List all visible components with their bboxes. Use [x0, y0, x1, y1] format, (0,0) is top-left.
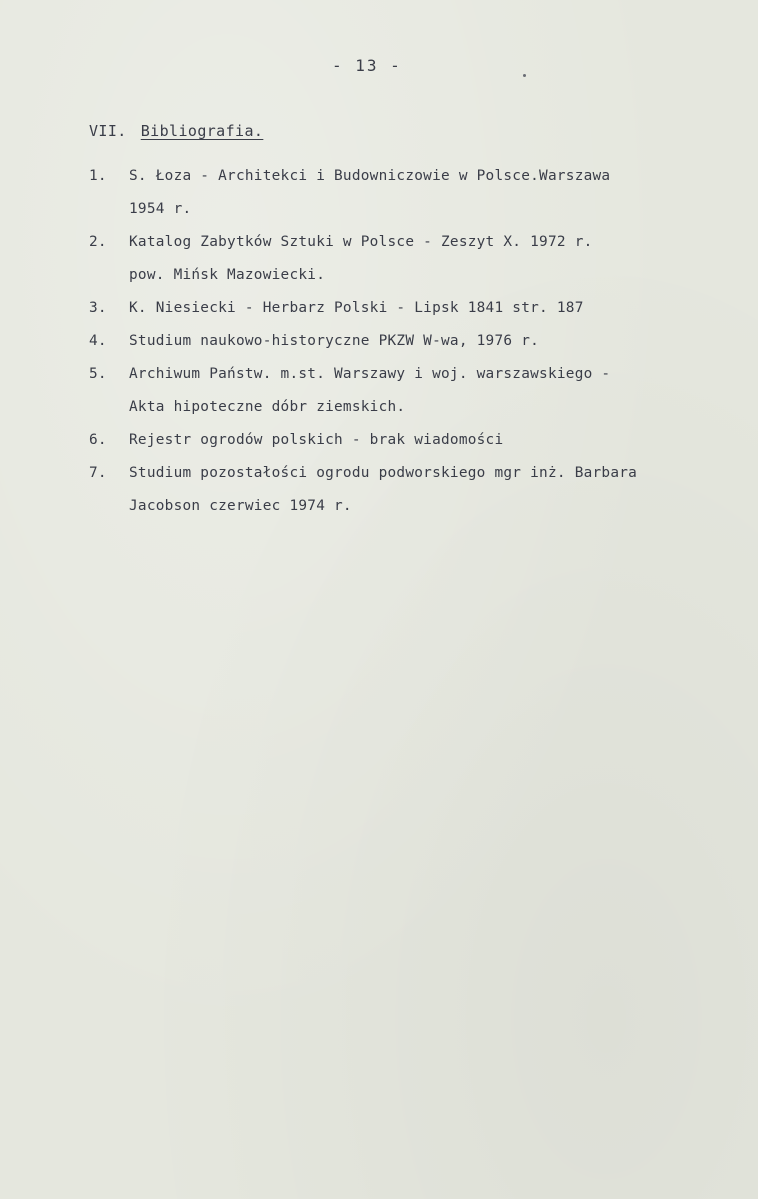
item-line: Studium pozostałości ogrodu podworskiego mgr inż. Barbara — [129, 465, 638, 481]
item-number: 1. — [89, 168, 107, 184]
item-text — [129, 226, 739, 292]
bibliography-item-5 — [89, 358, 739, 424]
item-text — [129, 160, 739, 226]
ink-speck — [523, 74, 526, 77]
item-text — [129, 292, 739, 325]
section-heading — [89, 122, 263, 140]
item-text — [129, 358, 739, 424]
bibliography-item-6 — [89, 424, 739, 457]
bibliography-item-7 — [89, 457, 739, 523]
item-number: 5. — [89, 366, 107, 382]
item-number: 4. — [89, 333, 107, 349]
bibliography-list — [89, 160, 739, 523]
item-number: 3. — [89, 300, 107, 316]
item-text — [129, 424, 739, 457]
item-line: Rejestr ogrodów polskich - brak wiadomości — [129, 432, 504, 448]
page-number: - 13 - — [332, 56, 402, 75]
item-number: 7. — [89, 465, 107, 481]
bibliography-item-2 — [89, 226, 739, 292]
item-line: Katalog Zabytków Sztuki w Polsce - Zeszyt X. 1972 r. — [129, 234, 593, 250]
bibliography-item-3 — [89, 292, 739, 325]
item-line: pow. Mińsk Mazowiecki. — [129, 267, 326, 283]
item-number: 6. — [89, 432, 107, 448]
bibliography-item-4 — [89, 325, 739, 358]
item-line: Jacobson czerwiec 1974 r. — [129, 498, 352, 514]
item-line: Akta hipoteczne dóbr ziemskich. — [129, 399, 406, 415]
bibliography-item-1 — [89, 160, 739, 226]
section-number: VII. — [89, 122, 127, 140]
item-text — [129, 457, 739, 523]
section-title: Bibliografia. — [140, 122, 264, 140]
item-line: S. Łoza - Architekci i Budowniczowie w Polsce.Warszawa — [129, 168, 611, 184]
item-line: Archiwum Państw. m.st. Warszawy i woj. warszawskiego - — [129, 366, 611, 382]
item-line: 1954 r. — [129, 201, 192, 217]
item-number: 2. — [89, 234, 107, 250]
item-line: K. Niesiecki - Herbarz Polski - Lipsk 1841 str. 187 — [129, 300, 584, 316]
item-line: Studium naukowo-historyczne PKZW W-wa, 1976 r. — [129, 333, 540, 349]
item-text — [129, 325, 739, 358]
